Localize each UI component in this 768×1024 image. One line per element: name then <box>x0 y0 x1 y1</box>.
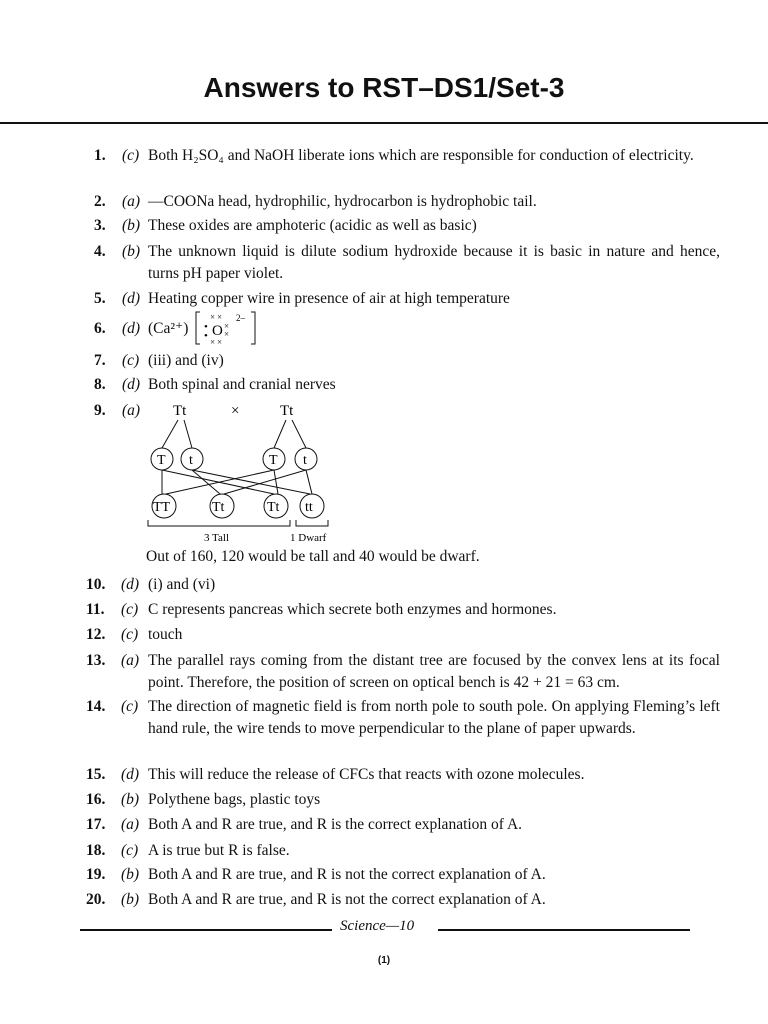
answer-text: These oxides are amphoteric (acidic as well as basic) <box>148 217 477 234</box>
answer-number: 12. <box>86 626 106 643</box>
answer-option: (a) <box>122 402 141 419</box>
answer-option: (b) <box>122 243 141 260</box>
answer-number: 10. <box>86 576 106 593</box>
genetic-cross-diagram <box>140 398 340 546</box>
dwarf-label: 1 Dwarf <box>290 532 327 544</box>
answer-number: 1. <box>94 147 106 164</box>
answer-option: (c) <box>121 626 139 643</box>
answer-option: (c) <box>122 147 140 164</box>
gamete: t <box>189 453 193 468</box>
answer-option: (c) <box>121 601 139 618</box>
answer-number: 15. <box>86 766 106 783</box>
answer-text: Heating copper wire in presence of air at high temperature <box>148 290 510 307</box>
answer-option: (b) <box>121 791 140 808</box>
answer-option: (b) <box>121 891 140 908</box>
answer-9-result: Out of 160, 120 would be tall and 40 would be dwarf. <box>146 548 480 565</box>
answer-text: Both A and R are true, and R is not the correct explanation of A. <box>148 891 546 908</box>
answer-option: (b) <box>122 217 141 234</box>
offspring: Tt <box>212 500 225 515</box>
page-number: (1) <box>377 955 391 966</box>
electron-cross: × <box>217 312 223 322</box>
answer-text: Polythene bags, plastic toys <box>148 791 321 808</box>
offspring: Tt <box>267 500 280 515</box>
offspring: tt <box>305 500 313 515</box>
ion-charge: 2– <box>236 313 245 323</box>
electron-cross: × <box>224 321 230 331</box>
oxide-ion-structure <box>194 310 264 348</box>
parent-1: Tt <box>173 403 187 419</box>
answer-option: (d) <box>122 376 141 393</box>
footer-subject: Science—10 <box>340 918 415 934</box>
answer-number: 14. <box>86 698 106 715</box>
answer-number: 18. <box>86 842 106 859</box>
parent-2: Tt <box>280 403 294 419</box>
answer-text: (iii) and (iv) <box>148 352 224 369</box>
answer-number: 13. <box>86 652 106 669</box>
oxygen-symbol: O <box>212 323 223 339</box>
offspring: TT <box>153 500 171 515</box>
answer-option: (d) <box>121 576 140 593</box>
answer-number: 2. <box>94 193 106 210</box>
page-title: Answers to RST–DS1/Set-3 <box>203 72 565 103</box>
answer-option: (d) <box>122 320 141 337</box>
answer-text: (Ca²⁺) <box>148 320 189 337</box>
answer-option: (a) <box>121 652 140 669</box>
electron-dot: • <box>204 330 208 342</box>
electron-cross: × <box>210 337 216 347</box>
electron-cross: × <box>224 329 230 339</box>
answer-number: 3. <box>94 217 106 234</box>
answer-number: 6. <box>94 320 106 337</box>
answer-number: 20. <box>86 891 106 908</box>
answer-text: This will reduce the release of CFCs that reacts with ozone molecules. <box>148 766 585 783</box>
electron-cross: × <box>210 312 216 322</box>
answer-text: The unknown liquid is dilute sodium hydroxide because it is basic in nature and hence, turns pH paper violet. <box>148 243 720 282</box>
answer-text: Both A and R are true, and R is the correct explanation of A. <box>148 816 523 833</box>
answer-option: (b) <box>121 866 140 883</box>
answer-text: A is true but R is false. <box>148 842 290 859</box>
answer-text: Both spinal and cranial nerves <box>148 376 336 393</box>
answer-number: 7. <box>94 352 106 369</box>
answer-number: 4. <box>94 243 106 260</box>
electron-dot: • <box>204 321 208 333</box>
answer-text: Both A and R are true, and R is not the correct explanation of A. <box>148 866 546 883</box>
electron-cross: × <box>217 337 223 347</box>
answer-text: The parallel rays coming from the distant tree are focused by the convex lens at its focal point. Therefore, the position of screen on optical bench is 42 + 21 = 63 cm. <box>148 652 720 691</box>
answer-option: (c) <box>121 842 139 859</box>
answer-number: 11. <box>86 601 105 618</box>
tall-label: 3 Tall <box>204 532 229 544</box>
answer-number: 5. <box>94 290 106 307</box>
footer-rule-left <box>80 929 332 931</box>
answer-number: 9. <box>94 402 106 419</box>
answer-option: (c) <box>122 352 140 369</box>
answer-number: 16. <box>86 791 106 808</box>
answer-option: (d) <box>122 290 141 307</box>
gamete: T <box>157 453 166 468</box>
answer-option: (a) <box>122 193 141 210</box>
answer-number: 19. <box>86 866 106 883</box>
answer-option: (d) <box>121 766 140 783</box>
footer-rule-right <box>438 929 690 931</box>
gamete: T <box>269 453 278 468</box>
answer-text: The direction of magnetic field is from north pole to south pole. On applying Fleming’s left hand rule, the wire tends to move perpendicular to the plane of paper upwards. <box>148 698 720 737</box>
answer-text: C represents pancreas which secrete both enzymes and hormones. <box>148 601 557 618</box>
answer-text: (i) and (vi) <box>148 576 216 593</box>
cross-symbol: × <box>231 403 240 419</box>
answer-text: —COONa head, hydrophilic, hydrocarbon is hydrophobic tail. <box>148 193 537 210</box>
answer-text: Both H₂SO₄ and NaOH liberate ions which are responsible for conduction of electricity. <box>148 147 694 164</box>
answer-number: 8. <box>94 376 106 393</box>
answer-text: touch <box>148 626 183 643</box>
answer-option: (c) <box>121 698 139 715</box>
answer-option: (a) <box>121 816 140 833</box>
title-divider <box>0 122 768 124</box>
answer-number: 17. <box>86 816 106 833</box>
gamete: t <box>303 453 307 468</box>
